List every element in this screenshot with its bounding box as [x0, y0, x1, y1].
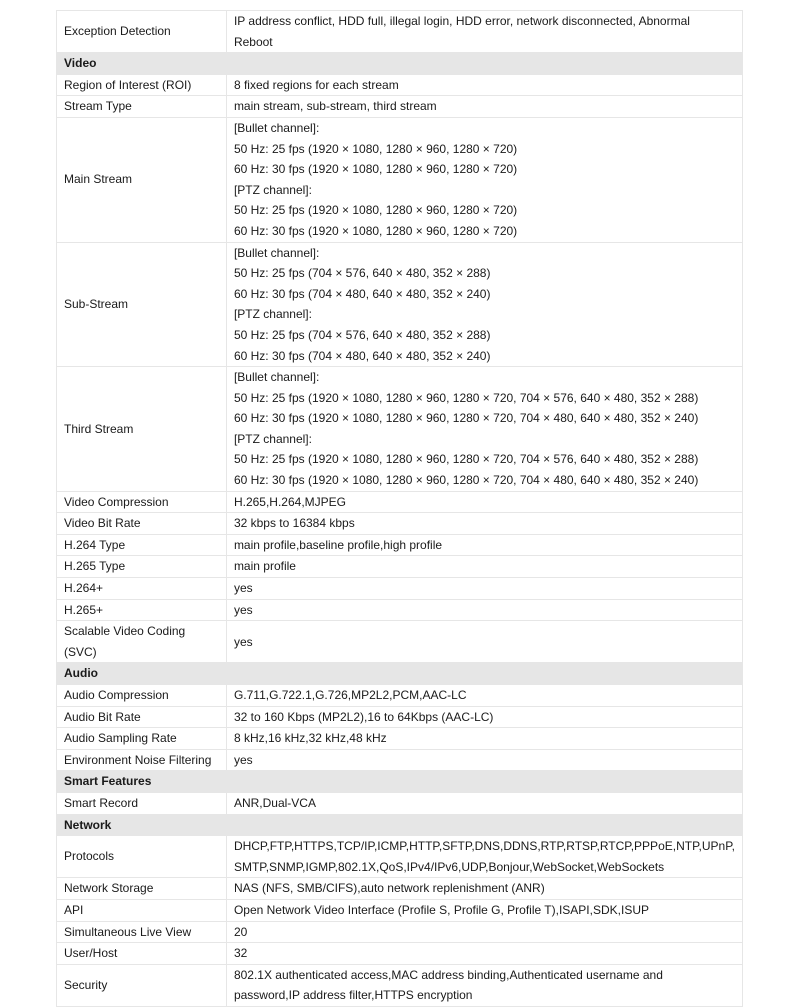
- spec-value: [226, 599, 742, 621]
- spec-row: [57, 836, 743, 878]
- spec-value-line: [PTZ channel]:: [233, 307, 312, 322]
- spec-value-line: [PTZ channel]:: [233, 182, 312, 197]
- spec-label: H.264 Type: [57, 534, 227, 556]
- spec-label: Protocols: [57, 836, 227, 878]
- spec-value-line: main profile,baseline profile,high profile: [233, 537, 443, 552]
- spec-value: [226, 685, 742, 707]
- spec-label: Third Stream: [57, 367, 227, 492]
- spec-label: H.264+: [57, 578, 227, 600]
- spec-row: [57, 367, 743, 492]
- spec-value: [226, 749, 742, 771]
- spec-value-line: 50 Hz: 25 fps (1920 × 1080, 1280 × 960, 1280 × 720, 704 × 576, 640 × 480, 352 × 288): [233, 390, 699, 405]
- spec-value-line: SMTP,SNMP,IGMP,802.1X,QoS,IPv4/IPv6,UDP,Bonjour,WebSocket,WebSockets: [233, 859, 665, 874]
- spec-value: [226, 367, 742, 492]
- spec-value-line: 60 Hz: 30 fps (1920 × 1080, 1280 × 960, 1280 × 720): [233, 223, 518, 238]
- spec-label: API: [57, 899, 227, 921]
- spec-value-line: [Bullet channel]:: [233, 370, 320, 385]
- spec-value: [226, 491, 742, 513]
- spec-value-line: NAS (NFS, SMB/CIFS),auto network replenishment (ANR): [233, 881, 545, 896]
- spec-row: [57, 878, 743, 900]
- spec-row: [57, 899, 743, 921]
- spec-value-line: 50 Hz: 25 fps (1920 × 1080, 1280 × 960, 1280 × 720): [233, 141, 518, 156]
- spec-value-line: 50 Hz: 25 fps (704 × 576, 640 × 480, 352 × 288): [233, 327, 491, 342]
- spec-value-line: 50 Hz: 25 fps (704 × 576, 640 × 480, 352 × 288): [233, 266, 491, 281]
- spec-value-line: 60 Hz: 30 fps (704 × 480, 640 × 480, 352 × 240): [233, 286, 491, 301]
- spec-value-line: G.711,G.722.1,G.726,MP2L2,PCM,AAC-LC: [233, 688, 467, 702]
- spec-value-line: 50 Hz: 25 fps (1920 × 1080, 1280 × 960, 1280 × 720, 704 × 576, 640 × 480, 352 × 288): [233, 452, 699, 467]
- spec-row: [57, 74, 743, 96]
- section-header-row: [57, 663, 743, 685]
- spec-table-body: [57, 11, 743, 1007]
- spec-row: [57, 491, 743, 513]
- spec-row: [57, 706, 743, 728]
- spec-row: [57, 556, 743, 578]
- spec-label: Exception Detection: [57, 11, 227, 53]
- spec-value-line: H.265,H.264,MJPEG: [233, 494, 346, 509]
- spec-value: [226, 728, 742, 750]
- spec-label: Security: [57, 964, 227, 1006]
- spec-label: Scalable Video Coding (SVC): [57, 621, 227, 663]
- spec-value-line: [PTZ channel]:: [233, 431, 312, 446]
- spec-value: [226, 556, 742, 578]
- section-header-row: [57, 53, 743, 75]
- spec-label: Audio Bit Rate: [57, 706, 227, 728]
- spec-value: [226, 513, 742, 535]
- spec-label: Main Stream: [57, 117, 227, 242]
- spec-value-line: DHCP,FTP,HTTPS,TCP/IP,ICMP,HTTP,SFTP,DNS,DDNS,RTP,RTSP,RTCP,PPPoE,NTP,UPnP,: [233, 839, 735, 854]
- spec-value-line: password,IP address filter,HTTPS encryption: [233, 988, 473, 1003]
- spec-row: [57, 921, 743, 943]
- spec-row: [57, 242, 743, 367]
- spec-row: [57, 749, 743, 771]
- spec-label: Simultaneous Live View: [57, 921, 227, 943]
- spec-value-line: yes: [233, 602, 253, 617]
- spec-value-line: main profile: [233, 559, 296, 574]
- spec-label: Region of Interest (ROI): [57, 74, 227, 96]
- spec-value-line: 8 fixed regions for each stream: [233, 77, 399, 92]
- spec-label: Smart Record: [57, 792, 227, 814]
- spec-row: [57, 943, 743, 965]
- spec-value-line: IP address conflict, HDD full, illegal login, HDD error, network disconnected, Abnormal: [233, 14, 690, 28]
- spec-value-line: yes: [233, 752, 253, 767]
- spec-row: [57, 117, 743, 242]
- spec-label: Audio Compression: [57, 685, 227, 707]
- spec-table: [56, 10, 743, 1007]
- spec-value: [226, 96, 742, 118]
- spec-value-line: 32 kbps to 16384 kbps: [233, 516, 355, 531]
- spec-value: [226, 242, 742, 367]
- spec-label: Audio Sampling Rate: [57, 728, 227, 750]
- spec-value: [226, 621, 742, 663]
- spec-value: [226, 117, 742, 242]
- spec-row: [57, 513, 743, 535]
- spec-label: Network Storage: [57, 878, 227, 900]
- spec-value-line: 32: [233, 946, 248, 961]
- spec-value-line: 60 Hz: 30 fps (704 × 480, 640 × 480, 352 × 240): [233, 348, 491, 363]
- spec-row: [57, 964, 743, 1006]
- spec-value: [226, 964, 742, 1006]
- spec-value-line: 32 to 160 Kbps (MP2L2),16 to 64Kbps (AAC-LC): [233, 709, 494, 724]
- section-title: Video: [57, 53, 743, 75]
- section-header-row: [57, 814, 743, 836]
- spec-row: [57, 11, 743, 53]
- spec-row: [57, 792, 743, 814]
- spec-value-line: Open Network Video Interface (Profile S, Profile G, Profile T),ISAPI,SDK,ISUP: [233, 902, 649, 917]
- spec-value-line: 20: [233, 924, 248, 939]
- spec-value-line: [Bullet channel]:: [233, 120, 320, 135]
- spec-value: [226, 74, 742, 96]
- spec-value: [226, 899, 742, 921]
- section-title: Smart Features: [57, 771, 743, 793]
- spec-label: User/Host: [57, 943, 227, 965]
- spec-label: Video Bit Rate: [57, 513, 227, 535]
- spec-value-line: yes: [233, 581, 253, 596]
- spec-label: Environment Noise Filtering: [57, 749, 227, 771]
- spec-value-line: 60 Hz: 30 fps (1920 × 1080, 1280 × 960, 1280 × 720, 704 × 480, 640 × 480, 352 × 240): [233, 473, 699, 488]
- spec-value-line: 60 Hz: 30 fps (1920 × 1080, 1280 × 960, 1280 × 720): [233, 162, 518, 177]
- spec-value-line: 60 Hz: 30 fps (1920 × 1080, 1280 × 960, 1280 × 720, 704 × 480, 640 × 480, 352 × 240): [233, 411, 699, 426]
- spec-row: [57, 578, 743, 600]
- spec-value: [226, 836, 742, 878]
- spec-value-line: ANR,Dual-VCA: [233, 795, 316, 810]
- spec-value: [226, 706, 742, 728]
- spec-row: [57, 728, 743, 750]
- spec-value: [226, 792, 742, 814]
- spec-label: Video Compression: [57, 491, 227, 513]
- spec-value: [226, 921, 742, 943]
- spec-row: [57, 685, 743, 707]
- spec-value: [226, 943, 742, 965]
- spec-value-line: [Bullet channel]:: [233, 245, 320, 260]
- section-header-row: [57, 771, 743, 793]
- spec-value-line: 8 kHz,16 kHz,32 kHz,48 kHz: [233, 731, 387, 746]
- spec-value-line: 802.1X authenticated access,MAC address binding,Authenticated username and: [233, 967, 663, 982]
- spec-value-line: main stream, sub-stream, third stream: [233, 99, 437, 114]
- section-title: Audio: [57, 663, 743, 685]
- spec-row: [57, 534, 743, 556]
- spec-row: [57, 621, 743, 663]
- section-title: Network: [57, 814, 743, 836]
- spec-label: H.265+: [57, 599, 227, 621]
- spec-label: Stream Type: [57, 96, 227, 118]
- spec-row: [57, 599, 743, 621]
- spec-row: [57, 96, 743, 118]
- spec-value: [226, 878, 742, 900]
- spec-label: H.265 Type: [57, 556, 227, 578]
- spec-label: Sub-Stream: [57, 242, 227, 367]
- spec-value: [226, 11, 742, 53]
- spec-value-line: yes: [233, 634, 253, 649]
- spec-value: [226, 534, 742, 556]
- spec-value: [226, 578, 742, 600]
- spec-value-line: Reboot: [233, 34, 273, 49]
- spec-value-line: 50 Hz: 25 fps (1920 × 1080, 1280 × 960, 1280 × 720): [233, 203, 518, 218]
